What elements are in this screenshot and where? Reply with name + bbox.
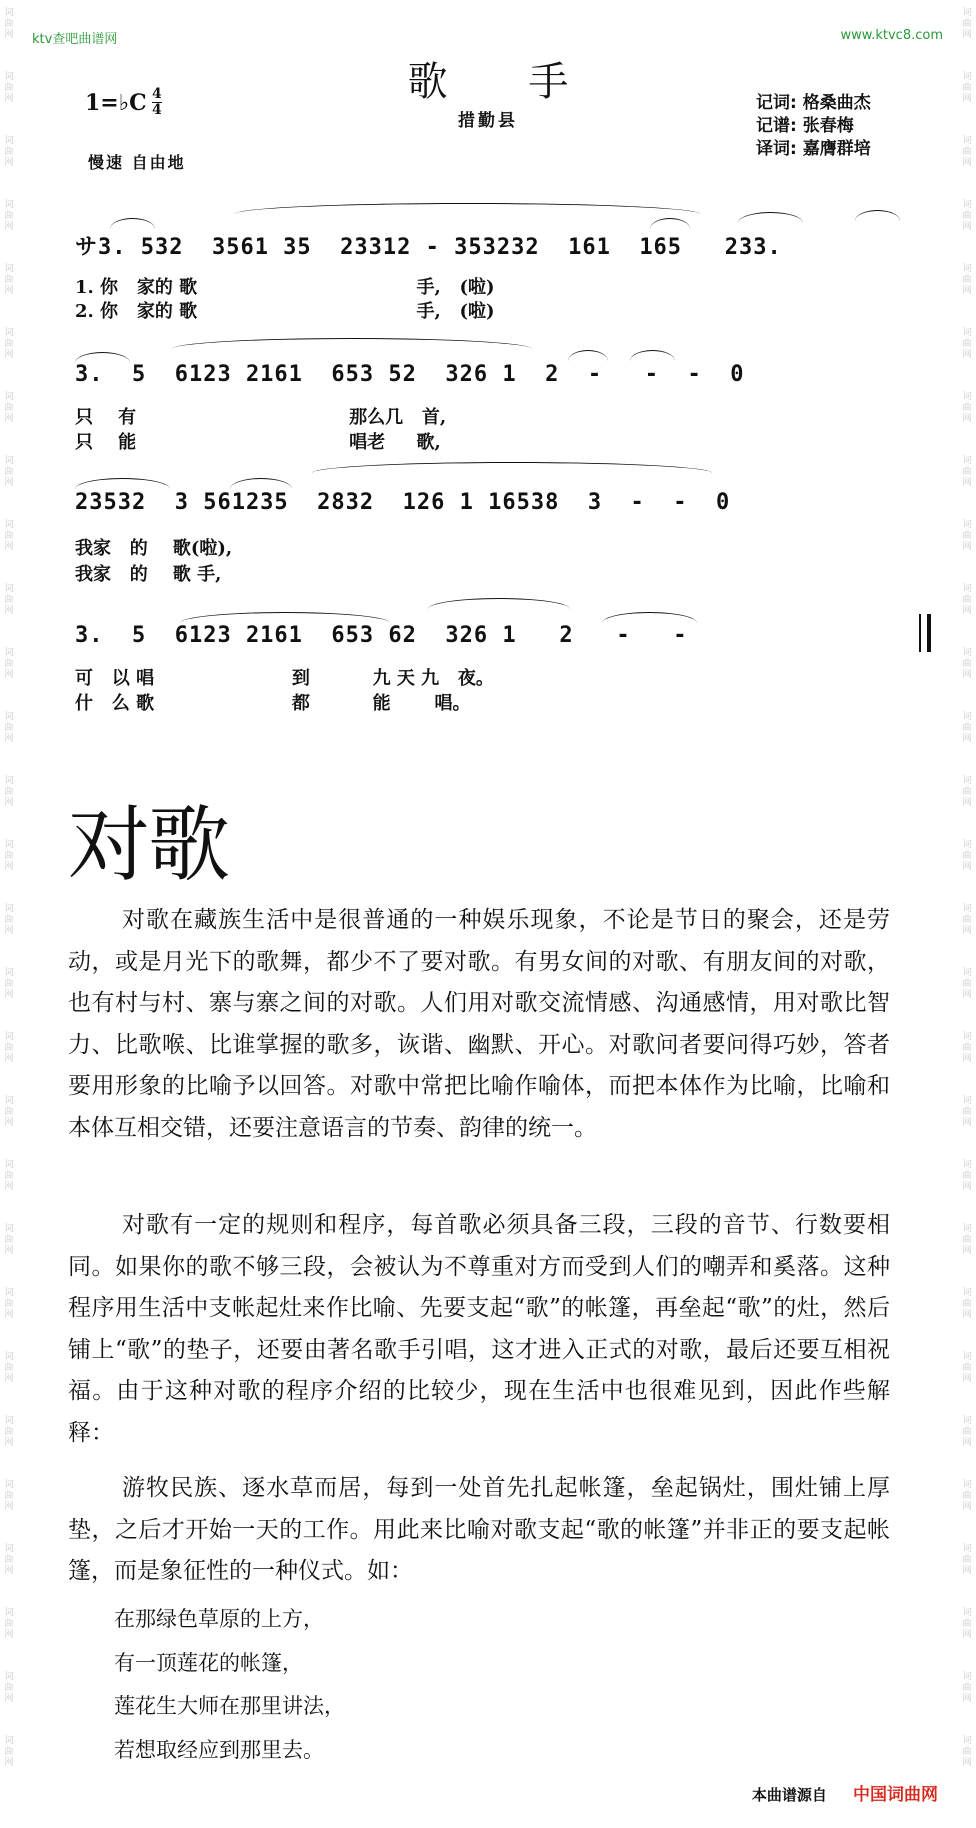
poem-line: 有一顶莲花的帐篷， bbox=[114, 1650, 303, 1675]
watermark-char: 网 bbox=[4, 1054, 14, 1064]
watermark-char: 曲 bbox=[4, 147, 14, 157]
watermark-char: 曲 bbox=[4, 1747, 14, 1757]
watermark-char: 曲 bbox=[962, 595, 972, 605]
watermark-char: 曲 bbox=[962, 1235, 972, 1245]
watermark-char: 词 bbox=[962, 1224, 972, 1234]
watermark-char: 网 bbox=[4, 1182, 14, 1192]
time-top: 4 bbox=[152, 86, 162, 102]
source-link[interactable]: 中国词曲网 bbox=[853, 1785, 938, 1805]
watermark-char: 网 bbox=[4, 158, 14, 168]
watermark-char: 网 bbox=[962, 1694, 972, 1704]
watermark-char: 词 bbox=[4, 648, 14, 658]
watermark-char: 曲 bbox=[4, 1235, 14, 1245]
source-footer bbox=[752, 1780, 938, 1805]
watermark-char: 词 bbox=[4, 1736, 14, 1746]
watermark-char: 网 bbox=[4, 670, 14, 680]
watermark-char: 网 bbox=[4, 798, 14, 808]
watermark-char: 曲 bbox=[4, 275, 14, 285]
watermark-char: 词 bbox=[4, 1608, 14, 1618]
watermark-char: 网 bbox=[962, 862, 972, 872]
watermark-char: 网 bbox=[962, 542, 972, 552]
watermark-char: 曲 bbox=[4, 531, 14, 541]
score-lyrics-4-verse-1: 可 以 唱 到 九 天 九 夜。 bbox=[75, 668, 494, 689]
watermark-char: 曲 bbox=[4, 211, 14, 221]
watermark-char: 词 bbox=[962, 456, 972, 466]
watermark-char: 曲 bbox=[962, 1619, 972, 1629]
watermark-char: 网 bbox=[4, 734, 14, 744]
watermark-char: 网 bbox=[4, 1246, 14, 1256]
watermark-char: 网 bbox=[4, 1758, 14, 1768]
watermark-char: 网 bbox=[4, 478, 14, 488]
watermark-char: 曲 bbox=[962, 1491, 972, 1501]
credits bbox=[756, 92, 871, 161]
watermark-char: 曲 bbox=[962, 1363, 972, 1373]
watermark-char: 词 bbox=[4, 1032, 14, 1042]
header-site-left[interactable]: ktv查吧曲谱网 bbox=[32, 32, 118, 47]
watermark-char: 网 bbox=[962, 158, 972, 168]
watermark-char: 词 bbox=[962, 1736, 972, 1746]
article-poem bbox=[114, 1598, 345, 1772]
watermark-char: 网 bbox=[4, 1502, 14, 1512]
watermark-char: 网 bbox=[962, 798, 972, 808]
watermark-char: 网 bbox=[962, 1438, 972, 1448]
watermark-char: 曲 bbox=[4, 1619, 14, 1629]
watermark-char: 网 bbox=[4, 94, 14, 104]
watermark-char: 网 bbox=[4, 286, 14, 296]
watermark-char: 曲 bbox=[962, 211, 972, 221]
watermark-char: 曲 bbox=[962, 979, 972, 989]
credit-translation: 译词: 嘉膺群培 bbox=[756, 139, 871, 159]
watermark-char: 词 bbox=[4, 1096, 14, 1106]
header-site-right[interactable]: www.ktvc8.com bbox=[840, 28, 943, 43]
watermark-char: 词 bbox=[962, 1608, 972, 1618]
slur bbox=[738, 212, 803, 223]
slur bbox=[75, 478, 170, 489]
watermark-char: 网 bbox=[962, 286, 972, 296]
watermark-char: 曲 bbox=[4, 1491, 14, 1501]
watermark-char: 词 bbox=[4, 520, 14, 530]
watermark-char: 词 bbox=[962, 1480, 972, 1490]
watermark-char: 网 bbox=[962, 1374, 972, 1384]
watermark-char: 词 bbox=[4, 136, 14, 146]
watermark-char: 曲 bbox=[4, 1363, 14, 1373]
watermark-char: 词 bbox=[4, 1288, 14, 1298]
watermark-char: 曲 bbox=[962, 1299, 972, 1309]
song-title: 歌 手 bbox=[407, 59, 603, 105]
watermark-char: 网 bbox=[4, 606, 14, 616]
slur bbox=[855, 210, 900, 221]
watermark-char: 词 bbox=[962, 1288, 972, 1298]
watermark-char: 网 bbox=[962, 1566, 972, 1576]
watermark-char: 曲 bbox=[4, 83, 14, 93]
watermark-char: 曲 bbox=[962, 915, 972, 925]
watermark-char: 曲 bbox=[962, 1555, 972, 1565]
slur bbox=[110, 218, 155, 229]
watermark-char: 网 bbox=[962, 414, 972, 424]
watermark-char: 网 bbox=[4, 926, 14, 936]
watermark-char: 词 bbox=[4, 1160, 14, 1170]
watermark-char: 曲 bbox=[4, 1427, 14, 1437]
watermark-char: 网 bbox=[962, 1118, 972, 1128]
score-lyrics-2-verse-1: 只 有 那么几 首, bbox=[75, 407, 447, 428]
watermark-char: 词 bbox=[4, 200, 14, 210]
watermark-char: 曲 bbox=[962, 787, 972, 797]
watermark-char: 网 bbox=[962, 606, 972, 616]
watermark-char: 曲 bbox=[962, 1747, 972, 1757]
watermark-char: 曲 bbox=[4, 787, 14, 797]
watermark-char: 词 bbox=[962, 520, 972, 530]
watermark-char: 词 bbox=[962, 1544, 972, 1554]
watermark-char: 曲 bbox=[4, 851, 14, 861]
watermark-char: 曲 bbox=[4, 19, 14, 29]
watermark-char: 曲 bbox=[4, 1107, 14, 1117]
watermark-char: 网 bbox=[962, 1182, 972, 1192]
poem-line: 若想取经应到那里去。 bbox=[114, 1737, 324, 1762]
watermark-char: 曲 bbox=[4, 1555, 14, 1565]
credit-notation: 记谱: 张春梅 bbox=[756, 116, 854, 136]
watermark-char: 曲 bbox=[962, 147, 972, 157]
watermark-char: 网 bbox=[962, 478, 972, 488]
watermark-char: 曲 bbox=[4, 723, 14, 733]
final-barline bbox=[919, 614, 931, 652]
watermark-char: 网 bbox=[4, 350, 14, 360]
score-lyrics-3-verse-1: 我家 的 歌(啦), bbox=[75, 538, 233, 559]
watermark-char: 曲 bbox=[4, 979, 14, 989]
watermark-char: 曲 bbox=[962, 339, 972, 349]
watermark-char: 词 bbox=[962, 1160, 972, 1170]
watermark-char: 词 bbox=[962, 968, 972, 978]
watermark-char: 曲 bbox=[4, 339, 14, 349]
watermark-char: 词 bbox=[4, 1672, 14, 1682]
watermark-char: 网 bbox=[962, 1054, 972, 1064]
watermark-char: 网 bbox=[4, 1310, 14, 1320]
watermark-char: 网 bbox=[962, 734, 972, 744]
score-lyrics-3-verse-2: 我家 的 歌 手, bbox=[75, 564, 222, 585]
time-bottom: 4 bbox=[152, 102, 162, 118]
watermark-char: 词 bbox=[962, 1416, 972, 1426]
watermark-char: 词 bbox=[4, 968, 14, 978]
watermark-char: 网 bbox=[962, 1630, 972, 1640]
watermark-char: 曲 bbox=[4, 467, 14, 477]
watermark-char: 曲 bbox=[962, 1427, 972, 1437]
slur bbox=[180, 612, 390, 623]
slur bbox=[172, 338, 532, 349]
score-notes-line-1: サ3. 532 3561 35 23312 - 353232 161 165 233. bbox=[75, 235, 782, 260]
watermark-char: 曲 bbox=[962, 83, 972, 93]
watermark-char: 网 bbox=[962, 94, 972, 104]
watermark-char: 曲 bbox=[962, 19, 972, 29]
watermark-char: 曲 bbox=[962, 531, 972, 541]
watermark-char: 词 bbox=[962, 712, 972, 722]
watermark-char: 曲 bbox=[4, 1683, 14, 1693]
watermark-char: 网 bbox=[962, 1502, 972, 1512]
watermark-char: 词 bbox=[962, 8, 972, 18]
watermark-char: 曲 bbox=[4, 1171, 14, 1181]
watermark-char: 词 bbox=[4, 712, 14, 722]
watermark-char: 网 bbox=[962, 670, 972, 680]
watermark-char: 网 bbox=[962, 990, 972, 1000]
watermark-char: 曲 bbox=[962, 1171, 972, 1181]
right-watermark-strip bbox=[960, 0, 974, 1828]
article-paragraph-2: 对歌有一定的规则和程序，每首歌必须具备三段，三段的音节、行数要相同。如果你的歌不够三段，会被认为不尊重对方而受到人们的嘲弄和奚落。这种程序用生活中支帐起灶来作比喻、先要支起“歌”的帐篷，再垒起“歌”的灶，然后铺上“歌”的垫子，还要由著名歌手引唱，这才进入正式的对歌，最后还要互相祝福。由于这种对歌的程序介绍的比较少，现在生活中也很难见到，因此作些解释： bbox=[68, 1212, 890, 1446]
score-notes-line-2: 3. 5 6123 2161 653 52 326 1 2 - - - 0 bbox=[75, 362, 745, 387]
article-paragraph-3: 游牧民族、逐水草而居，每到一处首先扎起帐篷，垒起锅灶，围灶铺上厚垫，之后才开始一天的工作。用此来比喻对歌支起“歌的帐篷”并非正的要支起帐篷，而是象征性的一种仪式。如： bbox=[68, 1475, 890, 1584]
watermark-char: 词 bbox=[962, 264, 972, 274]
slur bbox=[235, 203, 700, 214]
watermark-char: 词 bbox=[962, 1032, 972, 1042]
watermark-char: 词 bbox=[4, 1224, 14, 1234]
article-paragraph-1: 对歌在藏族生活中是很普通的一种娱乐现象，不论是节日的聚会，还是劳动，或是月光下的歌舞，都少不了要对歌。有男女间的对歌、有朋友间的对歌，也有村与村、寨与寨之间的对歌。人们用对歌交流情感、沟通感情，用对歌比智力、比歌喉、比谁掌握的歌多，诙谐、幽默、开心。对歌问者要问得巧妙，答者要用形象的比喻予以回答。对歌中常把比喻作喻体，而把本体作为比喻，比喻和本体互相交错，还要注意语言的节奏、韵律的统一。 bbox=[68, 907, 890, 1141]
watermark-char: 网 bbox=[4, 1118, 14, 1128]
watermark-char: 曲 bbox=[962, 403, 972, 413]
article-heading: 对歌 bbox=[68, 798, 229, 893]
watermark-char: 曲 bbox=[962, 467, 972, 477]
watermark-char: 词 bbox=[4, 456, 14, 466]
slur bbox=[428, 598, 570, 609]
poem-line: 莲花生大师在那里讲法， bbox=[114, 1694, 345, 1718]
score-notes-line-4: 3. 5 6123 2161 653 62 326 1 2 - - bbox=[75, 623, 688, 648]
watermark-char: 词 bbox=[962, 136, 972, 146]
watermark-char: 词 bbox=[962, 392, 972, 402]
watermark-char: 词 bbox=[4, 1544, 14, 1554]
watermark-char: 曲 bbox=[4, 595, 14, 605]
watermark-char: 曲 bbox=[4, 659, 14, 669]
watermark-char: 网 bbox=[4, 222, 14, 232]
watermark-char: 曲 bbox=[4, 1043, 14, 1053]
watermark-char: 词 bbox=[4, 72, 14, 82]
watermark-char: 网 bbox=[4, 862, 14, 872]
watermark-char: 网 bbox=[962, 926, 972, 936]
slur bbox=[312, 462, 712, 473]
watermark-char: 网 bbox=[4, 414, 14, 424]
watermark-char: 网 bbox=[962, 1758, 972, 1768]
song-region: 措勤县 bbox=[458, 111, 518, 131]
watermark-char: 曲 bbox=[962, 1043, 972, 1053]
watermark-char: 曲 bbox=[4, 915, 14, 925]
score-lyrics-1-verse-1: 1. 你 家的 歌 手, (啦) bbox=[75, 277, 495, 298]
watermark-char: 词 bbox=[962, 200, 972, 210]
watermark-char: 网 bbox=[4, 30, 14, 40]
watermark-char: 词 bbox=[962, 72, 972, 82]
score-notes-line-3: 23532 3 561235 2832 126 1 16538 3 - - 0 bbox=[75, 490, 731, 515]
watermark-char: 网 bbox=[962, 30, 972, 40]
watermark-char: 词 bbox=[962, 328, 972, 338]
watermark-char: 曲 bbox=[962, 659, 972, 669]
watermark-char: 词 bbox=[962, 648, 972, 658]
key-signature: 1=♭C bbox=[85, 90, 147, 116]
score-lyrics-1-verse-2: 2. 你 家的 歌 手, (啦) bbox=[75, 301, 495, 322]
watermark-char: 词 bbox=[962, 1672, 972, 1682]
watermark-char: 网 bbox=[962, 1246, 972, 1256]
watermark-char: 词 bbox=[4, 1416, 14, 1426]
watermark-char: 词 bbox=[4, 584, 14, 594]
watermark-char: 网 bbox=[4, 542, 14, 552]
watermark-char: 词 bbox=[4, 840, 14, 850]
score-lyrics-4-verse-2: 什 么 歌 都 能 唱。 bbox=[75, 693, 471, 714]
watermark-char: 词 bbox=[4, 264, 14, 274]
watermark-char: 网 bbox=[962, 222, 972, 232]
watermark-char: 曲 bbox=[962, 1107, 972, 1117]
watermark-char: 词 bbox=[4, 8, 14, 18]
slur bbox=[630, 350, 675, 361]
watermark-char: 词 bbox=[4, 1480, 14, 1490]
watermark-char: 曲 bbox=[962, 851, 972, 861]
watermark-char: 网 bbox=[962, 1310, 972, 1320]
watermark-char: 词 bbox=[962, 776, 972, 786]
watermark-char: 网 bbox=[4, 1438, 14, 1448]
slur bbox=[602, 612, 697, 623]
watermark-char: 网 bbox=[4, 1566, 14, 1576]
tempo-marking: 慢速 自由地 bbox=[88, 153, 186, 172]
slur bbox=[650, 218, 690, 229]
watermark-char: 网 bbox=[4, 990, 14, 1000]
source-prefix: 本曲谱源自 bbox=[751, 1786, 827, 1804]
watermark-char: 网 bbox=[4, 1694, 14, 1704]
watermark-char: 网 bbox=[4, 1374, 14, 1384]
poem-line: 在那绿色草原的上方， bbox=[114, 1607, 324, 1631]
left-watermark-strip bbox=[2, 0, 16, 1828]
watermark-char: 网 bbox=[962, 350, 972, 360]
watermark-char: 曲 bbox=[962, 723, 972, 733]
watermark-char: 词 bbox=[962, 904, 972, 914]
watermark-char: 曲 bbox=[962, 275, 972, 285]
watermark-char: 曲 bbox=[962, 1683, 972, 1693]
watermark-char: 曲 bbox=[4, 1299, 14, 1309]
watermark-char: 网 bbox=[4, 1630, 14, 1640]
slur bbox=[568, 350, 608, 361]
watermark-char: 词 bbox=[962, 584, 972, 594]
watermark-char: 词 bbox=[4, 776, 14, 786]
watermark-char: 词 bbox=[962, 1352, 972, 1362]
watermark-char: 词 bbox=[962, 840, 972, 850]
watermark-char: 词 bbox=[4, 904, 14, 914]
score-lyrics-2-verse-2: 只 能 唱老 歌, bbox=[75, 432, 441, 453]
watermark-char: 词 bbox=[4, 1352, 14, 1362]
watermark-char: 词 bbox=[4, 392, 14, 402]
watermark-char: 词 bbox=[4, 328, 14, 338]
credit-lyrics: 记词: 格桑曲杰 bbox=[756, 93, 871, 113]
slur bbox=[230, 478, 292, 489]
watermark-char: 曲 bbox=[4, 403, 14, 413]
watermark-char: 词 bbox=[962, 1096, 972, 1106]
time-signature bbox=[152, 87, 162, 118]
